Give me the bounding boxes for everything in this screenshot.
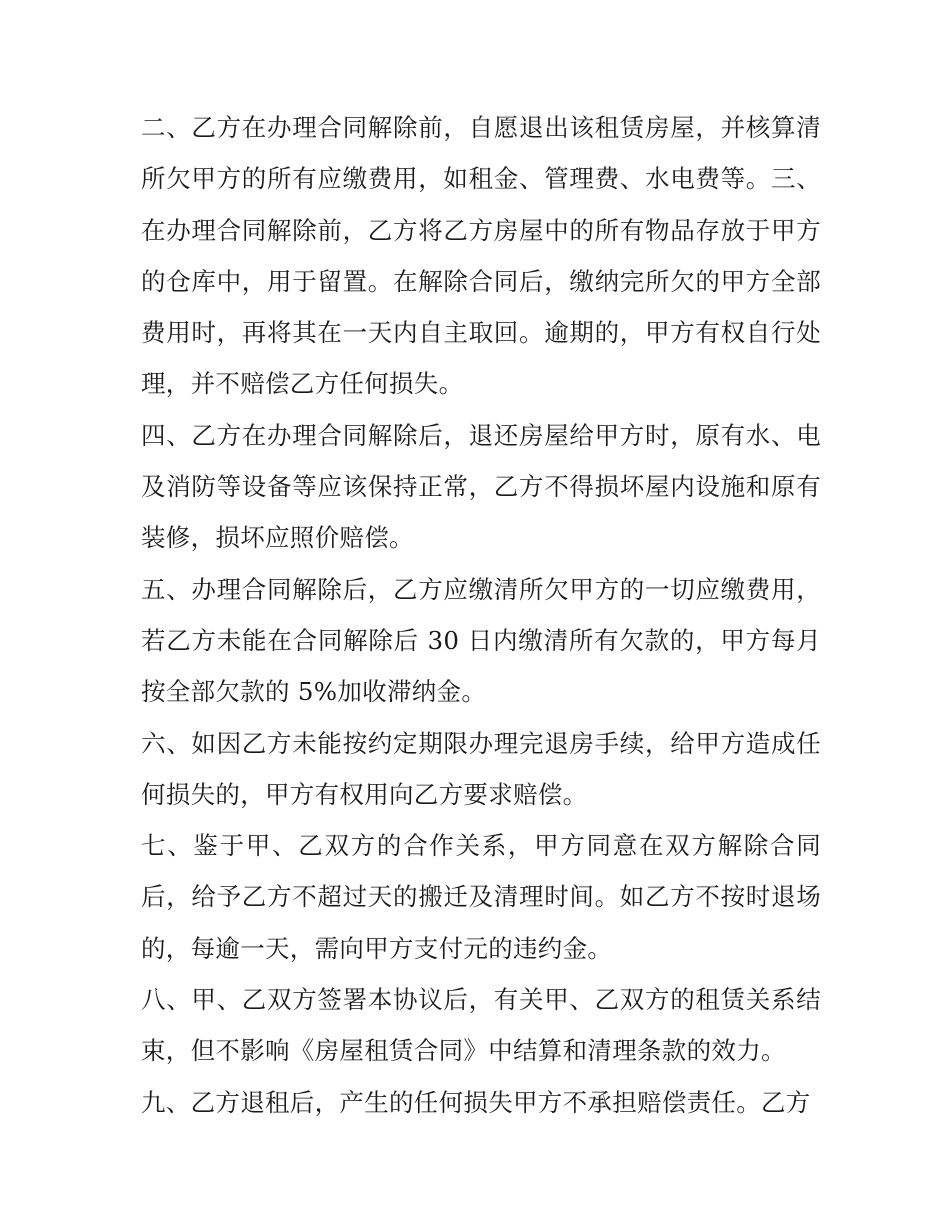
paragraph-clause-4: 四、乙方在办理合同解除后，退还房屋给甲方时，原有水、电及消防等设备等应该保持正常，乙方不得损坏屋内设施和原有装修，损坏应照价赔偿。	[141, 420, 821, 553]
paragraph-clause-7: 七、鉴于甲、乙双方的合作关系，甲方同意在双方解除合同后，给予乙方不超过天的搬迁及清理时间。如乙方不按时退场的，每逾一天，需向甲方支付元的违约金。	[141, 831, 821, 963]
paragraph-clause-2-3: 二、乙方在办理合同解除前，自愿退出该租赁房屋，并核算清所欠甲方的所有应缴费用，如租金、管理费、水电费等。三、在办理合同解除前，乙方将乙方房屋中的所有物品存放于甲方的仓库中，用于留置。在解除合同后，缴纳完所欠的甲方全部费用时，再将其在一天内自主取回。逾期的，甲方有权自行处理，并不赔偿乙方任何损失。	[141, 113, 821, 399]
paragraph-clause-6: 六、如因乙方未能按约定期限办理完退房手续，给甲方造成任何损失的，甲方有权用向乙方要求赔偿。	[141, 728, 821, 809]
paragraph-clause-8: 八、甲、乙双方签署本协议后，有关甲、乙双方的租赁关系结束，但不影响《房屋租赁合同》中结算和清理条款的效力。	[141, 985, 821, 1066]
paragraph-clause-5: 五、办理合同解除后，乙方应缴清所欠甲方的一切应缴费用，若乙方未能在合同解除后 30 日内缴清所有欠款的，甲方每月按全部欠款的 5%加收滞纳金。	[141, 574, 821, 707]
paragraph-clause-9: 九、乙方退租后，产生的任何损失甲方不承担赔偿责任。乙方	[141, 1087, 811, 1117]
document-body	[141, 102, 821, 1128]
